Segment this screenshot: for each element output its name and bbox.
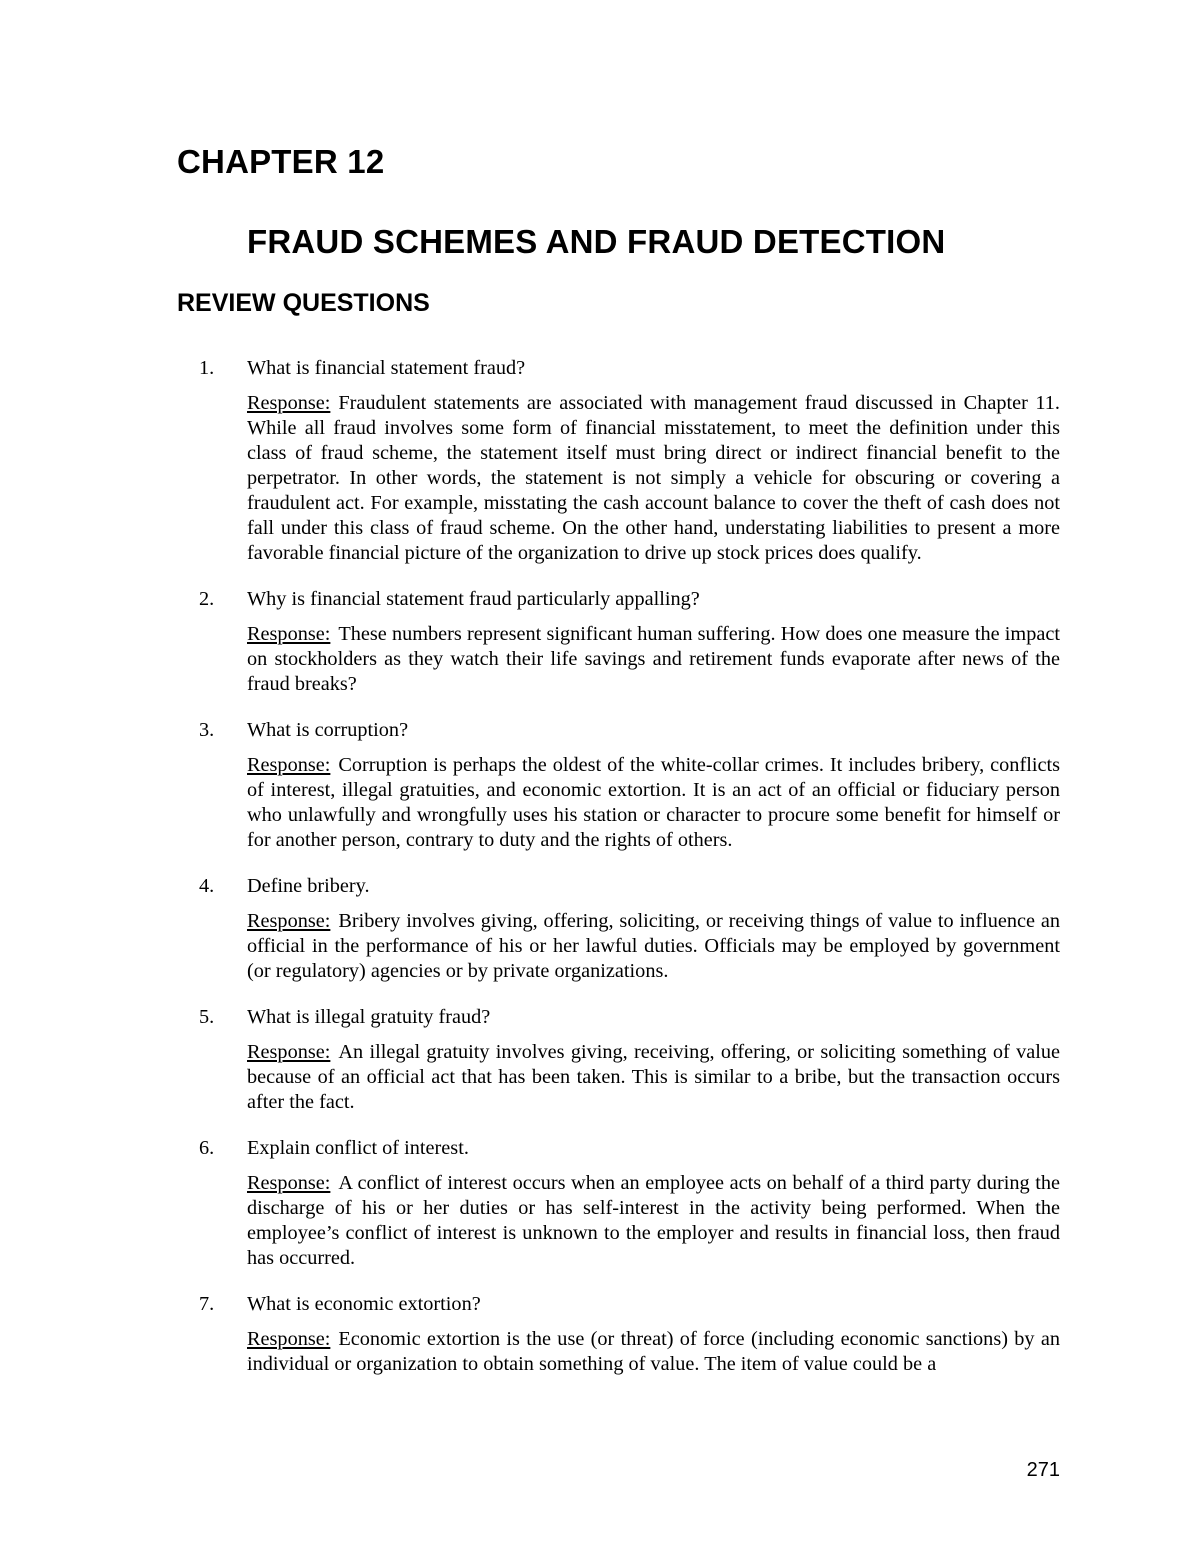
- response-label: Response:: [247, 1172, 331, 1194]
- question-number: 5.: [199, 1006, 215, 1028]
- question-text: Why is financial statement fraud particularly appalling?: [247, 588, 700, 610]
- response-text: These numbers represent significant human suffering. How does one measure the impact on stockholders as they watch their life savings and retirement funds evaporate after news of the fraud breaks?: [247, 623, 1060, 695]
- page-number: 271: [1026, 1459, 1060, 1481]
- response-label: Response:: [247, 1041, 331, 1063]
- review-question-item: [0, 874, 1200, 984]
- chapter-title: CHAPTER 12: [177, 143, 385, 180]
- question-text: What is corruption?: [247, 719, 409, 741]
- question-text: What is economic extortion?: [247, 1293, 481, 1315]
- chapter-subtitle: FRAUD SCHEMES AND FRAUD DETECTION: [247, 223, 946, 260]
- question-number: 6.: [199, 1137, 215, 1159]
- response-label: Response:: [247, 392, 331, 414]
- response-label: Response:: [247, 1328, 331, 1350]
- question-text: What is financial statement fraud?: [247, 357, 526, 379]
- response-label: Response:: [247, 754, 331, 776]
- question-number: 4.: [199, 875, 215, 897]
- response-label: Response:: [247, 623, 331, 645]
- response-text: Corruption is perhaps the oldest of the white-collar crimes. It includes bribery, conflicts of interest, illegal gratuities, and economic extortion. It is an act of an official or fiduciary person who unlawfully and wrongfully uses his station or character to procure some benefit for himself or for another person, contrary to duty and the rights of others.: [247, 754, 1060, 851]
- question-number: 7.: [199, 1293, 215, 1315]
- response-text: Fraudulent statements are associated with management fraud discussed in Chapter 11. While all fraud involves some form of financial misstatement, to meet the definition under this class of fraud scheme, the statement itself must bring direct or indirect financial benefit to the perpetrator. In other words, the statement is not simply a vehicle for obscuring or covering a fraudulent act. For example, misstating the cash account balance to cover the theft of cash does not fall under this class of fraud scheme. On the other hand, understating liabilities to present a more favorable financial picture of the organization to drive up stock prices does qualify.: [247, 392, 1060, 564]
- response-paragraph: [247, 622, 1060, 697]
- question-number: 3.: [199, 719, 215, 741]
- question-text: What is illegal gratuity fraud?: [247, 1006, 491, 1028]
- response-paragraph: [247, 1040, 1060, 1115]
- question-number: 2.: [199, 588, 215, 610]
- response-text: An illegal gratuity involves giving, receiving, offering, or soliciting something of value because of an official act that has been taken. This is similar to a bribe, but the transaction occurs after the fact.: [247, 1041, 1060, 1113]
- response-paragraph: [247, 909, 1060, 984]
- section-title: REVIEW QUESTIONS: [177, 289, 430, 317]
- response-label: Response:: [247, 910, 331, 932]
- review-question-item: [0, 1292, 1200, 1377]
- review-question-item: [0, 1005, 1200, 1115]
- question-text: Define bribery.: [247, 875, 370, 897]
- review-question-item: [0, 1136, 1200, 1271]
- question-text: Explain conflict of interest.: [247, 1137, 469, 1159]
- review-question-item: [0, 587, 1200, 697]
- response-paragraph: [247, 753, 1060, 853]
- response-paragraph: [247, 391, 1060, 566]
- review-question-item: [0, 718, 1200, 853]
- response-text: A conflict of interest occurs when an employee acts on behalf of a third party during the discharge of his or her duties or has self-interest in the activity being performed. When the employee’s conflict of interest is unknown to the employer and results in financial loss, then fraud has occurred.: [247, 1172, 1060, 1269]
- question-number: 1.: [199, 357, 215, 379]
- response-paragraph: [247, 1171, 1060, 1271]
- response-text: Bribery involves giving, offering, soliciting, or receiving things of value to influence an official in the performance of his or her lawful duties. Officials may be employed by government (or regulatory) agencies or by private organizations.: [247, 910, 1060, 982]
- response-text: Economic extortion is the use (or threat) of force (including economic sanctions) by an individual or organization to obtain something of value. The item of value could be a: [247, 1328, 1060, 1375]
- review-questions-list: [0, 356, 1200, 1398]
- response-paragraph: [247, 1327, 1060, 1377]
- review-question-item: [0, 356, 1200, 566]
